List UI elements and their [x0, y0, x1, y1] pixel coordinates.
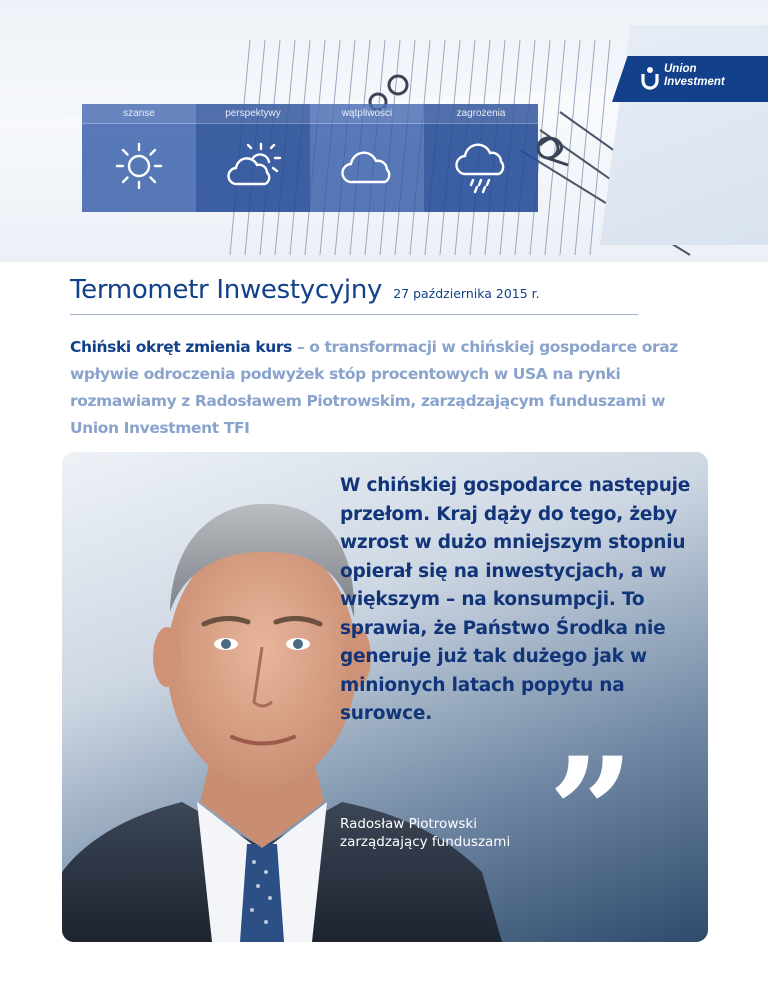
weather-label: zagrożenia — [424, 104, 538, 124]
weather-cell-watpliwosci — [310, 104, 424, 212]
weather-label: szanse — [82, 104, 196, 124]
weather-label: wątpliwości — [310, 104, 424, 124]
cloud-icon — [337, 138, 397, 194]
header-band — [0, 0, 768, 262]
union-investment-logo-icon — [640, 66, 660, 90]
sun-icon — [109, 138, 169, 194]
weather-cell-zagrozenia — [424, 104, 538, 212]
weather-cell-perspektywy — [196, 104, 310, 212]
lead-headline: Chiński okręt zmienia kurs — [70, 338, 292, 356]
pull-quote: W chińskiej gospodarce następuje przełom. Kraj dąży do tego, żeby wzrost w dużo mniejszym stopniu opierał się na inwestycjach, a w większym – na konsumpcji. To sprawia, że Państwo Środka nie generuje już tak dużego jak w minionych latach popytu na surowce. — [340, 475, 691, 724]
rain-cloud-icon — [451, 138, 511, 194]
publication-date: 27 października 2015 r. — [393, 286, 540, 301]
weather-cell-szanse — [82, 104, 196, 212]
author-role: zarządzający funduszami — [340, 834, 511, 850]
lead-text: – o transformacji w chińskiej gospodarce oraz wpływie odroczenia podwyżek stóp procentowych w USA na rynki rozmawiamy z Radosławem Piotrowskim, zarządzającym funduszami w Union Investment TFI — [70, 338, 678, 437]
quotation-mark-icon: ” — [548, 725, 625, 901]
logo-line-1: Union — [664, 63, 697, 75]
lead-paragraph — [70, 334, 710, 442]
weather-label: perspektywy — [196, 104, 310, 124]
title-row — [70, 275, 638, 315]
logo-line-2: Investment — [664, 76, 725, 88]
author-name: Radosław Piotrowski — [340, 816, 477, 832]
weather-indicator-panel — [82, 104, 538, 212]
union-investment-logo — [664, 63, 725, 89]
page-title: Termometr Inwestycyjny — [70, 275, 383, 305]
sun-cloud-icon — [223, 138, 283, 194]
